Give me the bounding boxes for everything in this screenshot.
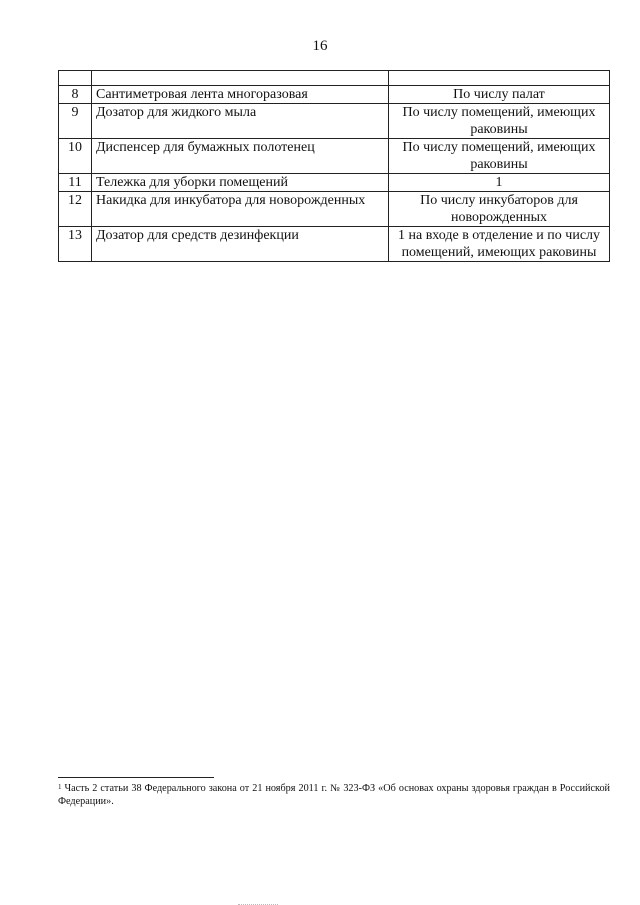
table-row bbox=[59, 139, 610, 174]
table-row bbox=[59, 86, 610, 104]
table-row bbox=[59, 192, 610, 227]
row-number: 12 bbox=[59, 192, 92, 227]
header-cell-name bbox=[92, 71, 389, 86]
row-number: 11 bbox=[59, 174, 92, 192]
footnote bbox=[58, 782, 610, 808]
equipment-table bbox=[58, 70, 610, 262]
item-name: Сантиметровая лента многоразовая bbox=[92, 86, 389, 104]
item-quantity: 1 на входе в отделение и по числу помещений, имеющих раковины bbox=[389, 227, 610, 262]
footnote-text: Часть 2 статьи 38 Федерального закона от 21 ноября 2011 г. № 323-ФЗ «Об основах охраны здоровья граждан в Российской Федерации». bbox=[58, 783, 610, 807]
item-name: Дозатор для жидкого мыла bbox=[92, 104, 389, 139]
item-name: Дозатор для средств дезинфекции bbox=[92, 227, 389, 262]
header-cell-qty bbox=[389, 71, 610, 86]
item-name: Диспенсер для бумажных полотенец bbox=[92, 139, 389, 174]
item-name: Тележка для уборки помещений bbox=[92, 174, 389, 192]
item-quantity: По числу помещений, имеющих раковины bbox=[389, 104, 610, 139]
table-row bbox=[59, 227, 610, 262]
row-number: 9 bbox=[59, 104, 92, 139]
row-number: 13 bbox=[59, 227, 92, 262]
table-header-row bbox=[59, 71, 610, 86]
page-number: 16 bbox=[312, 38, 328, 54]
item-quantity: 1 bbox=[389, 174, 610, 192]
item-quantity: По числу палат bbox=[389, 86, 610, 104]
item-quantity: По числу инкубаторов для новорожденных bbox=[389, 192, 610, 227]
table-row bbox=[59, 104, 610, 139]
footnote-marker: 1 bbox=[58, 783, 62, 791]
footnote-separator bbox=[58, 777, 214, 778]
row-number: 8 bbox=[59, 86, 92, 104]
table-row bbox=[59, 174, 610, 192]
item-quantity: По числу помещений, имеющих раковины bbox=[389, 139, 610, 174]
item-name: Накидка для инкубатора для новорожденных bbox=[92, 192, 389, 227]
header-cell-num bbox=[59, 71, 92, 86]
row-number: 10 bbox=[59, 139, 92, 174]
